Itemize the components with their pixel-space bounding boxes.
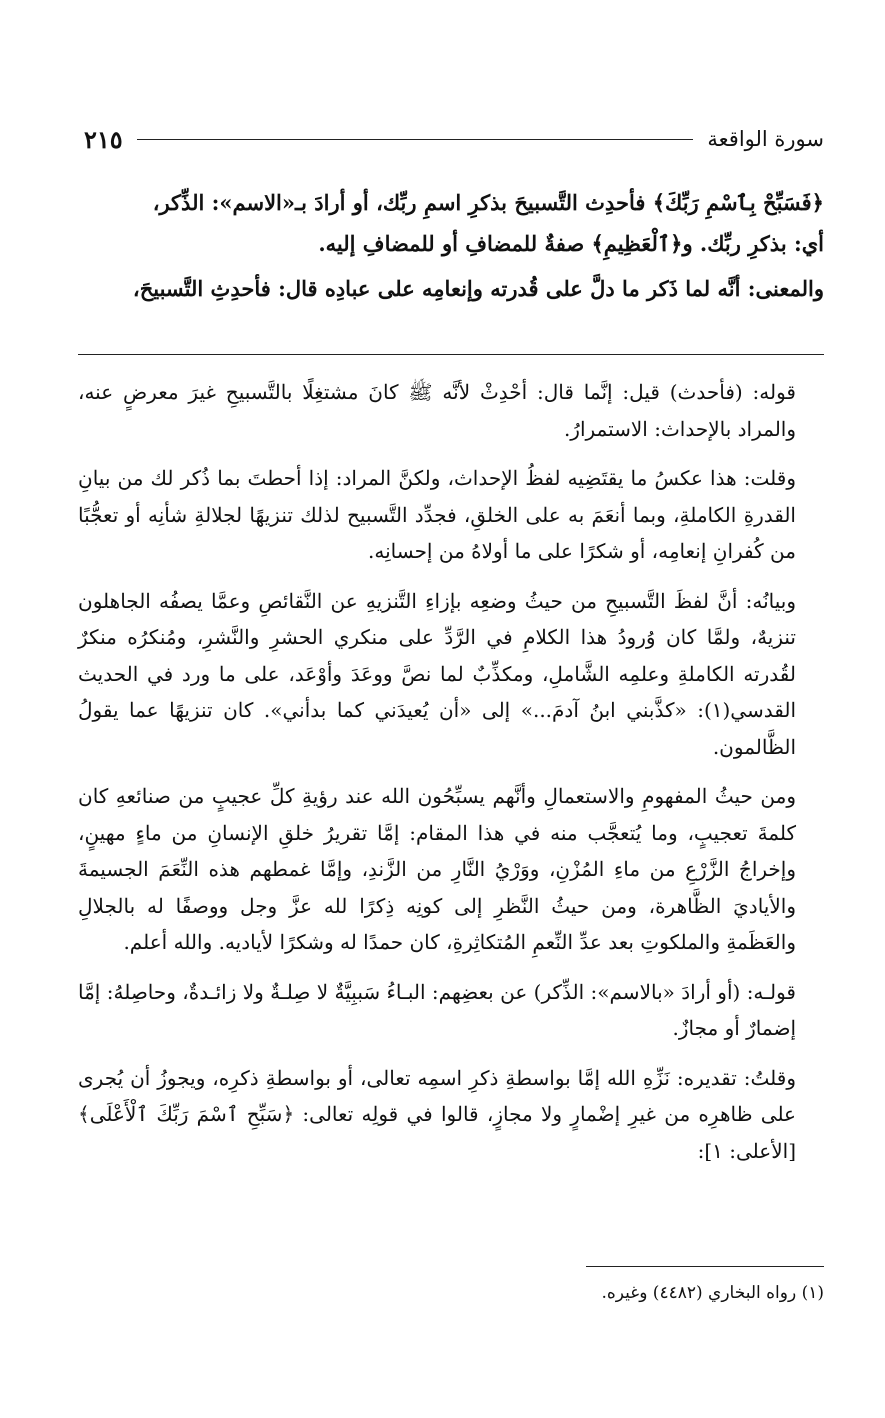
section-divider	[78, 354, 824, 355]
footnote-rule	[586, 1266, 824, 1267]
main-text	[78, 182, 824, 313]
surah-name: سورة الواقعة	[707, 127, 824, 151]
page-number: ٢١٥	[84, 124, 123, 154]
commentary	[78, 374, 824, 1182]
matn-line-2: أي: بذكرِ ربِّك. و﴿ٱلْعَظِيمِ﴾ صفةٌ للمضافِ أو للمضافِ إليه.	[318, 231, 824, 256]
footnote: (١) رواه البخاري (٤٤٨٢) وغيره.	[601, 1283, 824, 1303]
matn-line-1: ﴿فَسَبِّحْ بِٱسْمِ رَبِّكَ﴾ فأحدِث التَّسبيحَ بذكرِ اسمِ ربِّك، أو أرادَ بـ«الاسم»: الذِّكر،	[152, 190, 824, 215]
running-header	[84, 122, 824, 156]
commentary-paragraph: قولـه: (أو أرادَ «بالاسم»: الذِّكر) عن بعضِهم: البـاءُ سَببِيَّةٌ لا صِلـةٌ ولا زائـدةٌ، وحاصِلهُ: إمَّا إضمارٌ أو مجازٌ.	[78, 979, 796, 1040]
commentary-paragraph: وقلتُ: تقديره: نَزِّهِ الله إمَّا بواسطةِ ذكرِ اسمِه تعالى، أو بواسطةِ ذكرِه، ويجوزُ أن يُجرى على ظاهرِه من غيرِ إضْمارٍ ولا مجازٍ، قالوا في قولِه تعالى: ﴿سَبِّحِ ٱسْمَ رَبِّكَ ٱلْأَعْلَى﴾ [الأعلى: ١]:	[78, 1065, 797, 1163]
commentary-paragraph: وبيانُه: أنَّ لفظَ التَّسبيحِ من حيثُ وضعِه بإزاءِ التَّنزيهِ عن النَّقائصِ وعمَّا يصفُه الجاهلون تنزيهٌ، ولمَّا كان وُرودُ هذا الكلامِ في الرَّدِّ على منكري الحشرِ والنَّشرِ، ومُنكرُه منكرٌ لقُدرته الكاملةِ وعلمِه الشَّاملِ، ومكذِّبٌ لما نصَّ ووعَدَ وأوْعَد، على ما ورد في الحديث القدسي(١): «كذَّبني ابنُ آدمَ...» إلى «أن يُعيدَني كما بدأني». كان تنزيهًا عما يقولُ الظَّالمون.	[78, 588, 796, 759]
commentary-paragraph: قوله: (فأحدث) قيل: إنَّما قال: أحْدِثْ لأنَّه ﷺ كانَ مشتغِلًا بالتَّسبيحِ غيرَ معرضٍ عنه، والمراد بالإحداث: الاستمرارُ.	[78, 380, 796, 441]
header-rule	[137, 139, 694, 140]
commentary-paragraph: ومن حيثُ المفهومِ والاستعمالِ وأنَّهم يسبِّحُون الله عند رؤيةِ كلِّ عجيبٍ من صنائعهِ كان كلمةَ تعجيبٍ، وما يُتعجَّب منه في هذا المقام: إمَّا تقريرُ خلقِ الإنسانِ من ماءٍ مهينٍ، وإخراجُ الزَّرْعِ من ماءِ المُزْنِ، ووَرْيُ النَّارِ من الزَّندِ، وإمَّا غمطهم هذه النِّعَمَ الجسيمةَ والأياديَ الظَّاهرة، ومن حيثُ النَّظرِ إلى كونِه ذِكرًا لله عزَّ وجل ووصفًا له بالجلالِ والعَظَمةِ والملكوتِ بعد عدِّ النِّعمِ المُتكاثِرةِ، كان حمدًا له وشكرًا لأياديه. والله أعلم.	[78, 784, 796, 954]
commentary-paragraph: وقلت: هذا عكسُ ما يقتَضِيه لفظُ الإحداث، ولكنَّ المراد: إذا أحطتَ بما ذُكر لك من بيانِ القدرةِ الكاملةِ، وبما أنعَمَ به على الخلقِ، فجدِّد التَّسبيح لذلك تنزيهًا لجلالةِ شأنِه أو تعجُّبًا من كُفرانِ إنعامِه، أو شكرًا على ما أولاهُ من إحسانِه.	[78, 466, 796, 563]
matn-line-3: والمعنى: أنَّه لما ذَكر ما دلَّ على قُدرته وإنعامِه على عبادِه قال: فأحدِثِ التَّسبيحَ،	[132, 276, 824, 301]
